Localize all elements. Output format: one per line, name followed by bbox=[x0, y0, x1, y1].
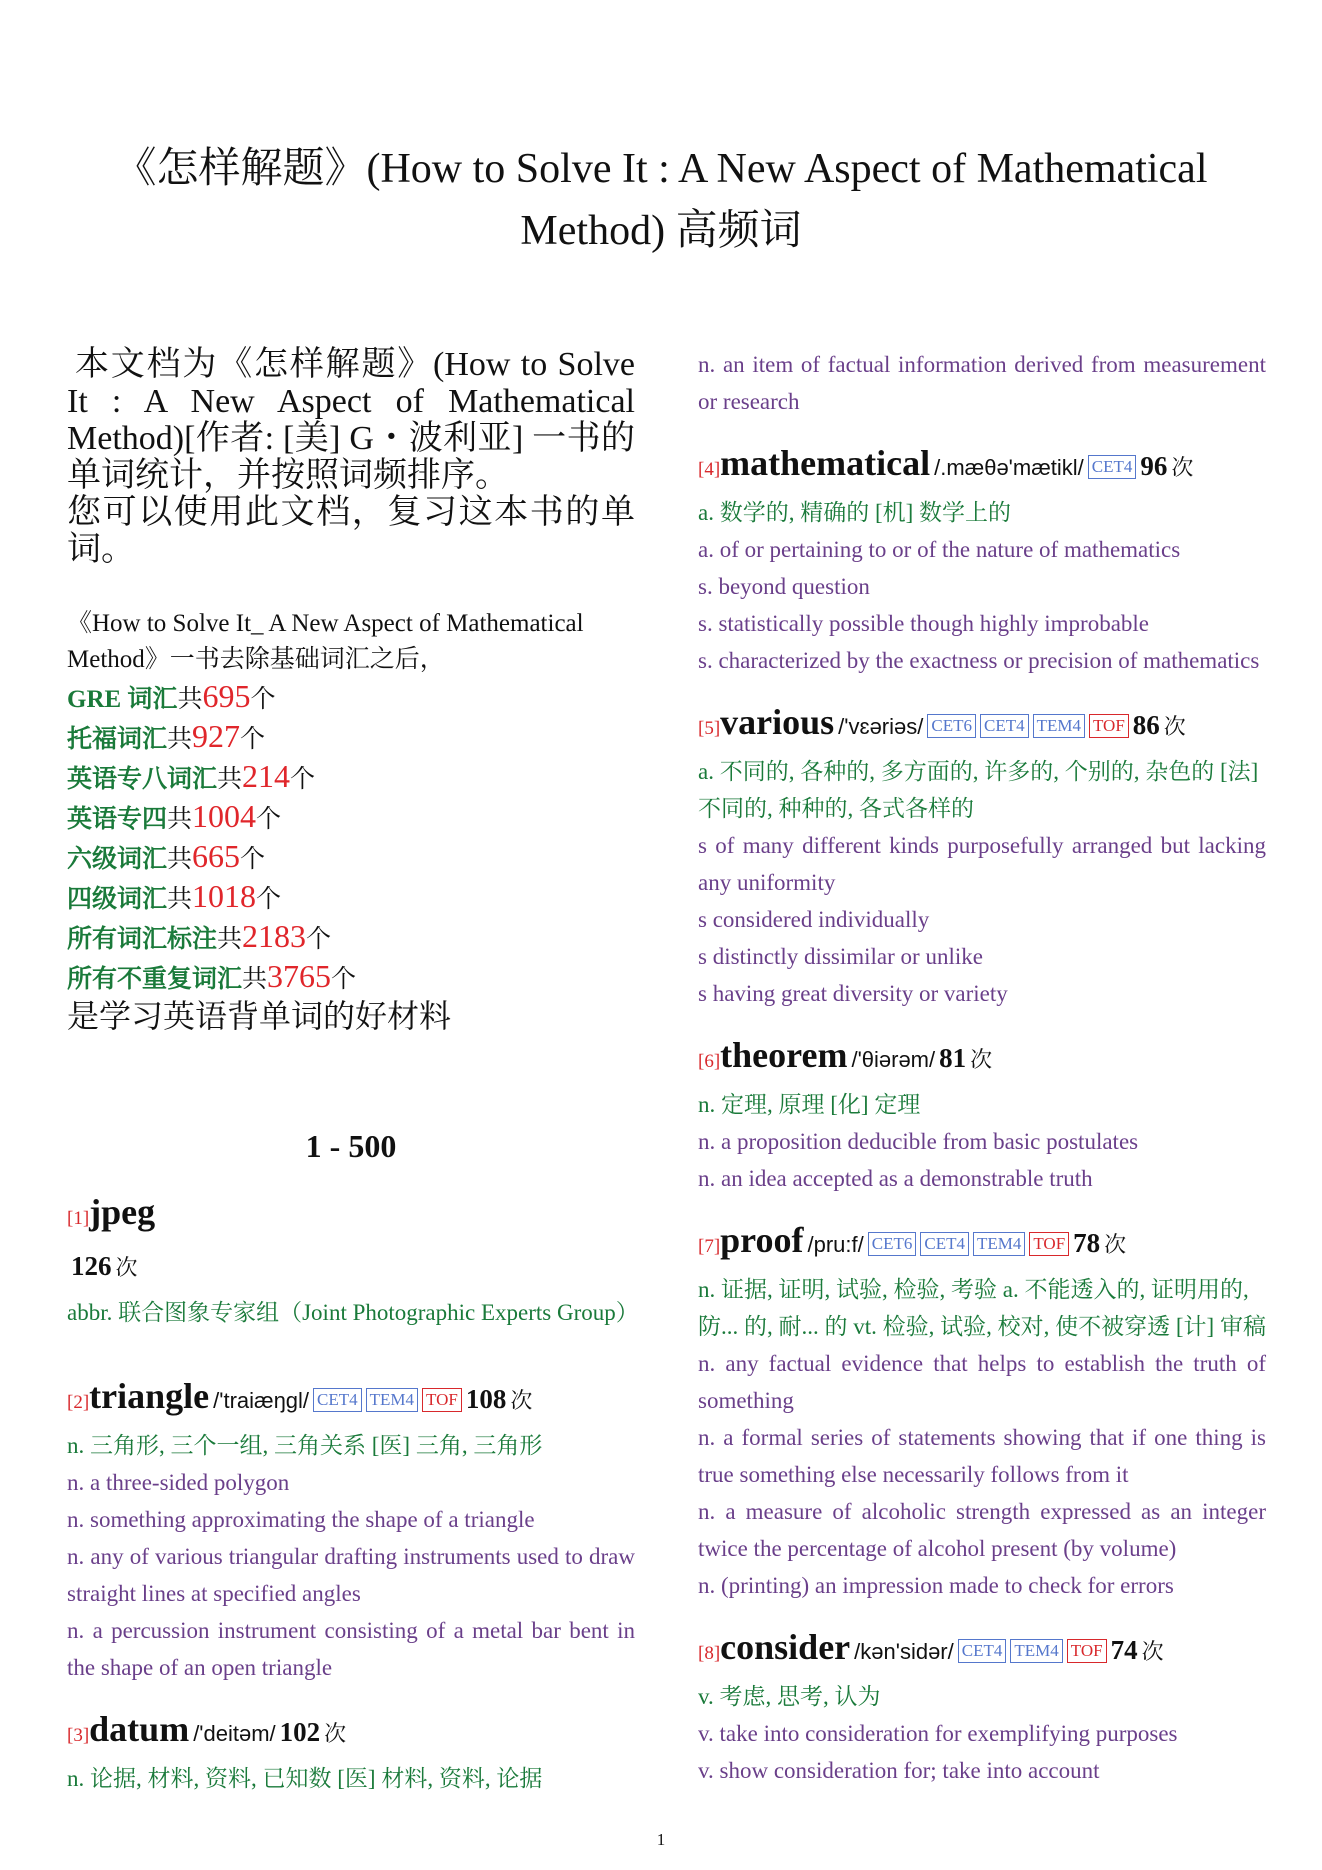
stat-row bbox=[67, 878, 635, 918]
definition: n. a measure of alcoholic strength expressed as an integer twice the percentage of alcohol present (by volume) bbox=[698, 1499, 1266, 1561]
level-tag: CET4 bbox=[958, 1639, 1007, 1663]
entry-frequency: 81 bbox=[939, 1043, 967, 1073]
definition: n. a proposition deducible from basic postulates bbox=[698, 1129, 1139, 1154]
level-tag: CET6 bbox=[868, 1232, 917, 1256]
definition: a. 数学的, 精确的 [机] 数学上的 bbox=[698, 500, 1012, 525]
stat-unit: 个 bbox=[250, 686, 276, 713]
definition: s of many different kinds purposefully arranged but lacking any uniformity bbox=[698, 833, 1266, 895]
word-entry bbox=[67, 1189, 639, 1331]
level-tag: CET4 bbox=[313, 1388, 362, 1412]
stat-count: 214 bbox=[242, 758, 291, 794]
stat-row bbox=[67, 798, 635, 838]
level-tag: TOF bbox=[1029, 1232, 1069, 1256]
definition: s. beyond question bbox=[698, 574, 870, 599]
definition: s considered individually bbox=[698, 907, 930, 932]
stat-label: 四级词汇 bbox=[67, 886, 168, 913]
entry-head bbox=[67, 1706, 635, 1760]
word-entry bbox=[67, 1373, 635, 1686]
entry-index: [8] bbox=[698, 1643, 721, 1664]
entry-head bbox=[698, 440, 1266, 494]
stat-mid: 共 bbox=[242, 966, 268, 993]
entry-word: triangle bbox=[89, 1376, 210, 1416]
intro-summary: 《How to Solve It_ A New Aspect of Mathematical Method》一书去除基础词汇之后， bbox=[67, 610, 584, 673]
stat-label: 英语专四 bbox=[67, 806, 168, 833]
entry-word: proof bbox=[720, 1220, 804, 1260]
word-entry bbox=[698, 1217, 1266, 1604]
entry-head bbox=[698, 1624, 1266, 1678]
definition: v. 考虑, 思考, 认为 bbox=[698, 1684, 881, 1709]
entry-frequency-unit: 次 bbox=[510, 1388, 533, 1413]
definition: n. a formal series of statements showing that if one thing is true something else necessarily follows from it bbox=[698, 1425, 1266, 1487]
stat-unit: 个 bbox=[306, 926, 332, 953]
definition: n. something approximating the shape of a triangle bbox=[67, 1507, 535, 1532]
stat-row bbox=[67, 838, 635, 878]
definition: s. statistically possible though highly improbable bbox=[698, 611, 1150, 636]
closing-text: 是学习英语背单词的好材料 bbox=[67, 998, 452, 1034]
stat-count: 2183 bbox=[242, 918, 307, 954]
stat-unit: 个 bbox=[240, 846, 266, 873]
word-entry bbox=[698, 1032, 1266, 1197]
definition: s. characterized by the exactness or precision of mathematics bbox=[698, 648, 1260, 673]
stat-row bbox=[67, 918, 635, 958]
entry-word: theorem bbox=[720, 1035, 848, 1075]
title-line-2: Method) 高频词 bbox=[520, 208, 802, 254]
entry-head bbox=[67, 1189, 635, 1243]
range-heading: 1 - 500 bbox=[305, 1128, 397, 1164]
stat-mid: 共 bbox=[217, 926, 243, 953]
definition: s distinctly dissimilar or unlike bbox=[698, 944, 983, 969]
level-tag: CET4 bbox=[920, 1232, 969, 1256]
level-tag: TOF bbox=[1089, 714, 1129, 738]
continued-definitions bbox=[698, 346, 1266, 420]
stat-label: 英语专八词汇 bbox=[67, 766, 218, 793]
intro-text: 本文档为《怎样解题》(How to Solve It : A New Aspect of Mathematical Method)[作者: [美] G・波利亚] 一书的单词统计，并按照词频排序。 bbox=[67, 346, 635, 494]
intro-paragraph bbox=[67, 346, 635, 568]
stat-row bbox=[67, 958, 635, 998]
definition: s having great diversity or variety bbox=[698, 981, 1008, 1006]
entry-frequency: 108 bbox=[465, 1384, 507, 1414]
stat-unit: 个 bbox=[256, 886, 282, 913]
right-entries bbox=[698, 440, 1266, 1789]
level-tag: TEM4 bbox=[1033, 714, 1085, 738]
entry-frequency-unit: 次 bbox=[1163, 714, 1186, 739]
definition: v. show consideration for; take into account bbox=[698, 1758, 1100, 1783]
entry-phonetic: /.mæθə'mætikl/ bbox=[934, 455, 1084, 480]
intro-text-2: 您可以使用此文档，复习这本书的单词。 bbox=[67, 494, 635, 568]
level-tag: CET4 bbox=[980, 714, 1029, 738]
definition: n. a three-sided polygon bbox=[67, 1470, 290, 1495]
stat-count: 695 bbox=[202, 678, 251, 714]
entry-phonetic: /'θiərəm/ bbox=[851, 1047, 936, 1072]
stats-list bbox=[67, 678, 635, 998]
definition: n. 论据, 材料, 资料, 已知数 [医] 材料, 资料, 论据 bbox=[67, 1766, 543, 1791]
word-entry bbox=[67, 1706, 635, 1797]
stat-label: 所有词汇标注 bbox=[67, 926, 218, 953]
stat-row bbox=[67, 758, 635, 798]
stat-mid: 共 bbox=[167, 886, 193, 913]
stat-count: 1018 bbox=[192, 878, 257, 914]
entry-phonetic: /'traiæŋgl/ bbox=[213, 1388, 310, 1413]
definition: n. an idea accepted as a demonstrable truth bbox=[698, 1166, 1093, 1191]
level-tag: TOF bbox=[422, 1388, 462, 1412]
stat-mid: 共 bbox=[177, 686, 203, 713]
left-column bbox=[67, 346, 639, 1797]
level-tag: CET4 bbox=[1088, 455, 1137, 479]
entry-phonetic: /'deitəm/ bbox=[193, 1721, 276, 1746]
stat-row bbox=[67, 678, 635, 718]
entry-index: [4] bbox=[698, 459, 721, 480]
entry-index: [1] bbox=[67, 1208, 90, 1229]
level-tag: CET6 bbox=[927, 714, 976, 738]
entry-index: [3] bbox=[67, 1725, 90, 1746]
entry-word: datum bbox=[89, 1709, 190, 1749]
page-title bbox=[80, 138, 1242, 262]
entry-frequency: 126 bbox=[71, 1251, 112, 1281]
entry-frequency-unit: 次 bbox=[324, 1721, 347, 1746]
definition: a. 不同的, 各种的, 多方面的, 许多的, 个别的, 杂色的 [法] 不同的, 种种的, 各式各样的 bbox=[698, 759, 1259, 821]
definition: n. 定理, 原理 [化] 定理 bbox=[698, 1092, 921, 1117]
stat-label: 六级词汇 bbox=[67, 846, 168, 873]
entry-index: [2] bbox=[67, 1392, 90, 1413]
stat-label: 所有不重复词汇 bbox=[67, 966, 243, 993]
definition: n. 证据, 证明, 试验, 检验, 考验 a. 不能透入的, 证明用的, 防... 的, 耐... 的 vt. 检验, 试验, 校对, 使不被穿透 [计] 审稿 bbox=[698, 1277, 1266, 1339]
stat-label: GRE 词汇 bbox=[67, 686, 178, 713]
stat-unit: 个 bbox=[331, 966, 357, 993]
stat-mid: 共 bbox=[217, 766, 243, 793]
stat-unit: 个 bbox=[240, 726, 266, 753]
entry-word: mathematical bbox=[720, 443, 931, 483]
entry-phonetic: /pru:f/ bbox=[807, 1232, 864, 1257]
entry-freq-line bbox=[67, 1243, 635, 1294]
entry-head bbox=[698, 699, 1266, 753]
entry-frequency-unit: 次 bbox=[1171, 455, 1194, 480]
level-tag: TOF bbox=[1067, 1639, 1107, 1663]
stat-row bbox=[67, 718, 635, 758]
level-tag: TEM4 bbox=[973, 1232, 1025, 1256]
entry-head bbox=[698, 1217, 1266, 1271]
stat-count: 927 bbox=[192, 718, 241, 754]
entry-index: [5] bbox=[698, 718, 721, 739]
definition: a. of or pertaining to or of the nature of mathematics bbox=[698, 537, 1181, 562]
entry-head bbox=[67, 1373, 635, 1427]
left-entries bbox=[67, 1189, 639, 1797]
stat-count: 3765 bbox=[267, 958, 332, 994]
definition: abbr. 联合图象专家组（Joint Photographic Experts Group） bbox=[67, 1300, 639, 1325]
stat-mid: 共 bbox=[167, 726, 193, 753]
stat-count: 1004 bbox=[192, 798, 257, 834]
entry-frequency-unit: 次 bbox=[1104, 1232, 1127, 1257]
entry-phonetic: /kən'sidər/ bbox=[854, 1639, 954, 1664]
entry-frequency-unit: 次 bbox=[970, 1047, 993, 1072]
level-tag: TEM4 bbox=[1010, 1639, 1062, 1663]
definition: n. any factual evidence that helps to establish the truth of something bbox=[698, 1351, 1266, 1413]
title-line-1: 《怎样解题》(How to Solve It : A New Aspect of Mathematical bbox=[114, 146, 1208, 192]
word-entry bbox=[698, 440, 1266, 679]
entry-head bbox=[698, 1032, 1266, 1086]
entry-frequency: 78 bbox=[1073, 1228, 1101, 1258]
page-number: 1 bbox=[656, 1830, 666, 1849]
definition: v. take into consideration for exemplifying purposes bbox=[698, 1721, 1178, 1746]
entry-word: various bbox=[720, 702, 835, 742]
entry-frequency: 102 bbox=[279, 1717, 321, 1747]
entry-phonetic: /'vɛəriəs/ bbox=[838, 714, 924, 739]
entry-index: [7] bbox=[698, 1236, 721, 1257]
level-tag: TEM4 bbox=[366, 1388, 418, 1412]
definition: n. (printing) an impression made to check for errors bbox=[698, 1573, 1174, 1598]
stat-count: 665 bbox=[192, 838, 241, 874]
entry-word: consider bbox=[720, 1627, 851, 1667]
stat-label: 托福词汇 bbox=[67, 726, 168, 753]
stat-unit: 个 bbox=[256, 806, 282, 833]
stat-mid: 共 bbox=[167, 846, 193, 873]
word-entry bbox=[698, 699, 1266, 1012]
definition: n. any of various triangular drafting instruments used to draw straight lines at specified angles bbox=[67, 1544, 635, 1606]
entry-index: [6] bbox=[698, 1051, 721, 1072]
stat-mid: 共 bbox=[167, 806, 193, 833]
entry-frequency: 96 bbox=[1140, 451, 1168, 481]
entry-word: jpeg bbox=[89, 1192, 156, 1232]
stat-unit: 个 bbox=[290, 766, 316, 793]
word-entry bbox=[698, 1624, 1266, 1789]
definition: n. 三角形, 三个一组, 三角关系 [医] 三角, 三角形 bbox=[67, 1433, 543, 1458]
entry-frequency-unit: 次 bbox=[115, 1255, 138, 1280]
entry-frequency-unit: 次 bbox=[1141, 1639, 1164, 1664]
right-column bbox=[698, 346, 1266, 1789]
entry-frequency: 74 bbox=[1110, 1635, 1138, 1665]
entry-frequency: 86 bbox=[1132, 710, 1160, 740]
definition: n. a percussion instrument consisting of a metal bar bent in the shape of an open triangle bbox=[67, 1618, 635, 1680]
definition: n. an item of factual information derived from measurement or research bbox=[698, 352, 1266, 414]
